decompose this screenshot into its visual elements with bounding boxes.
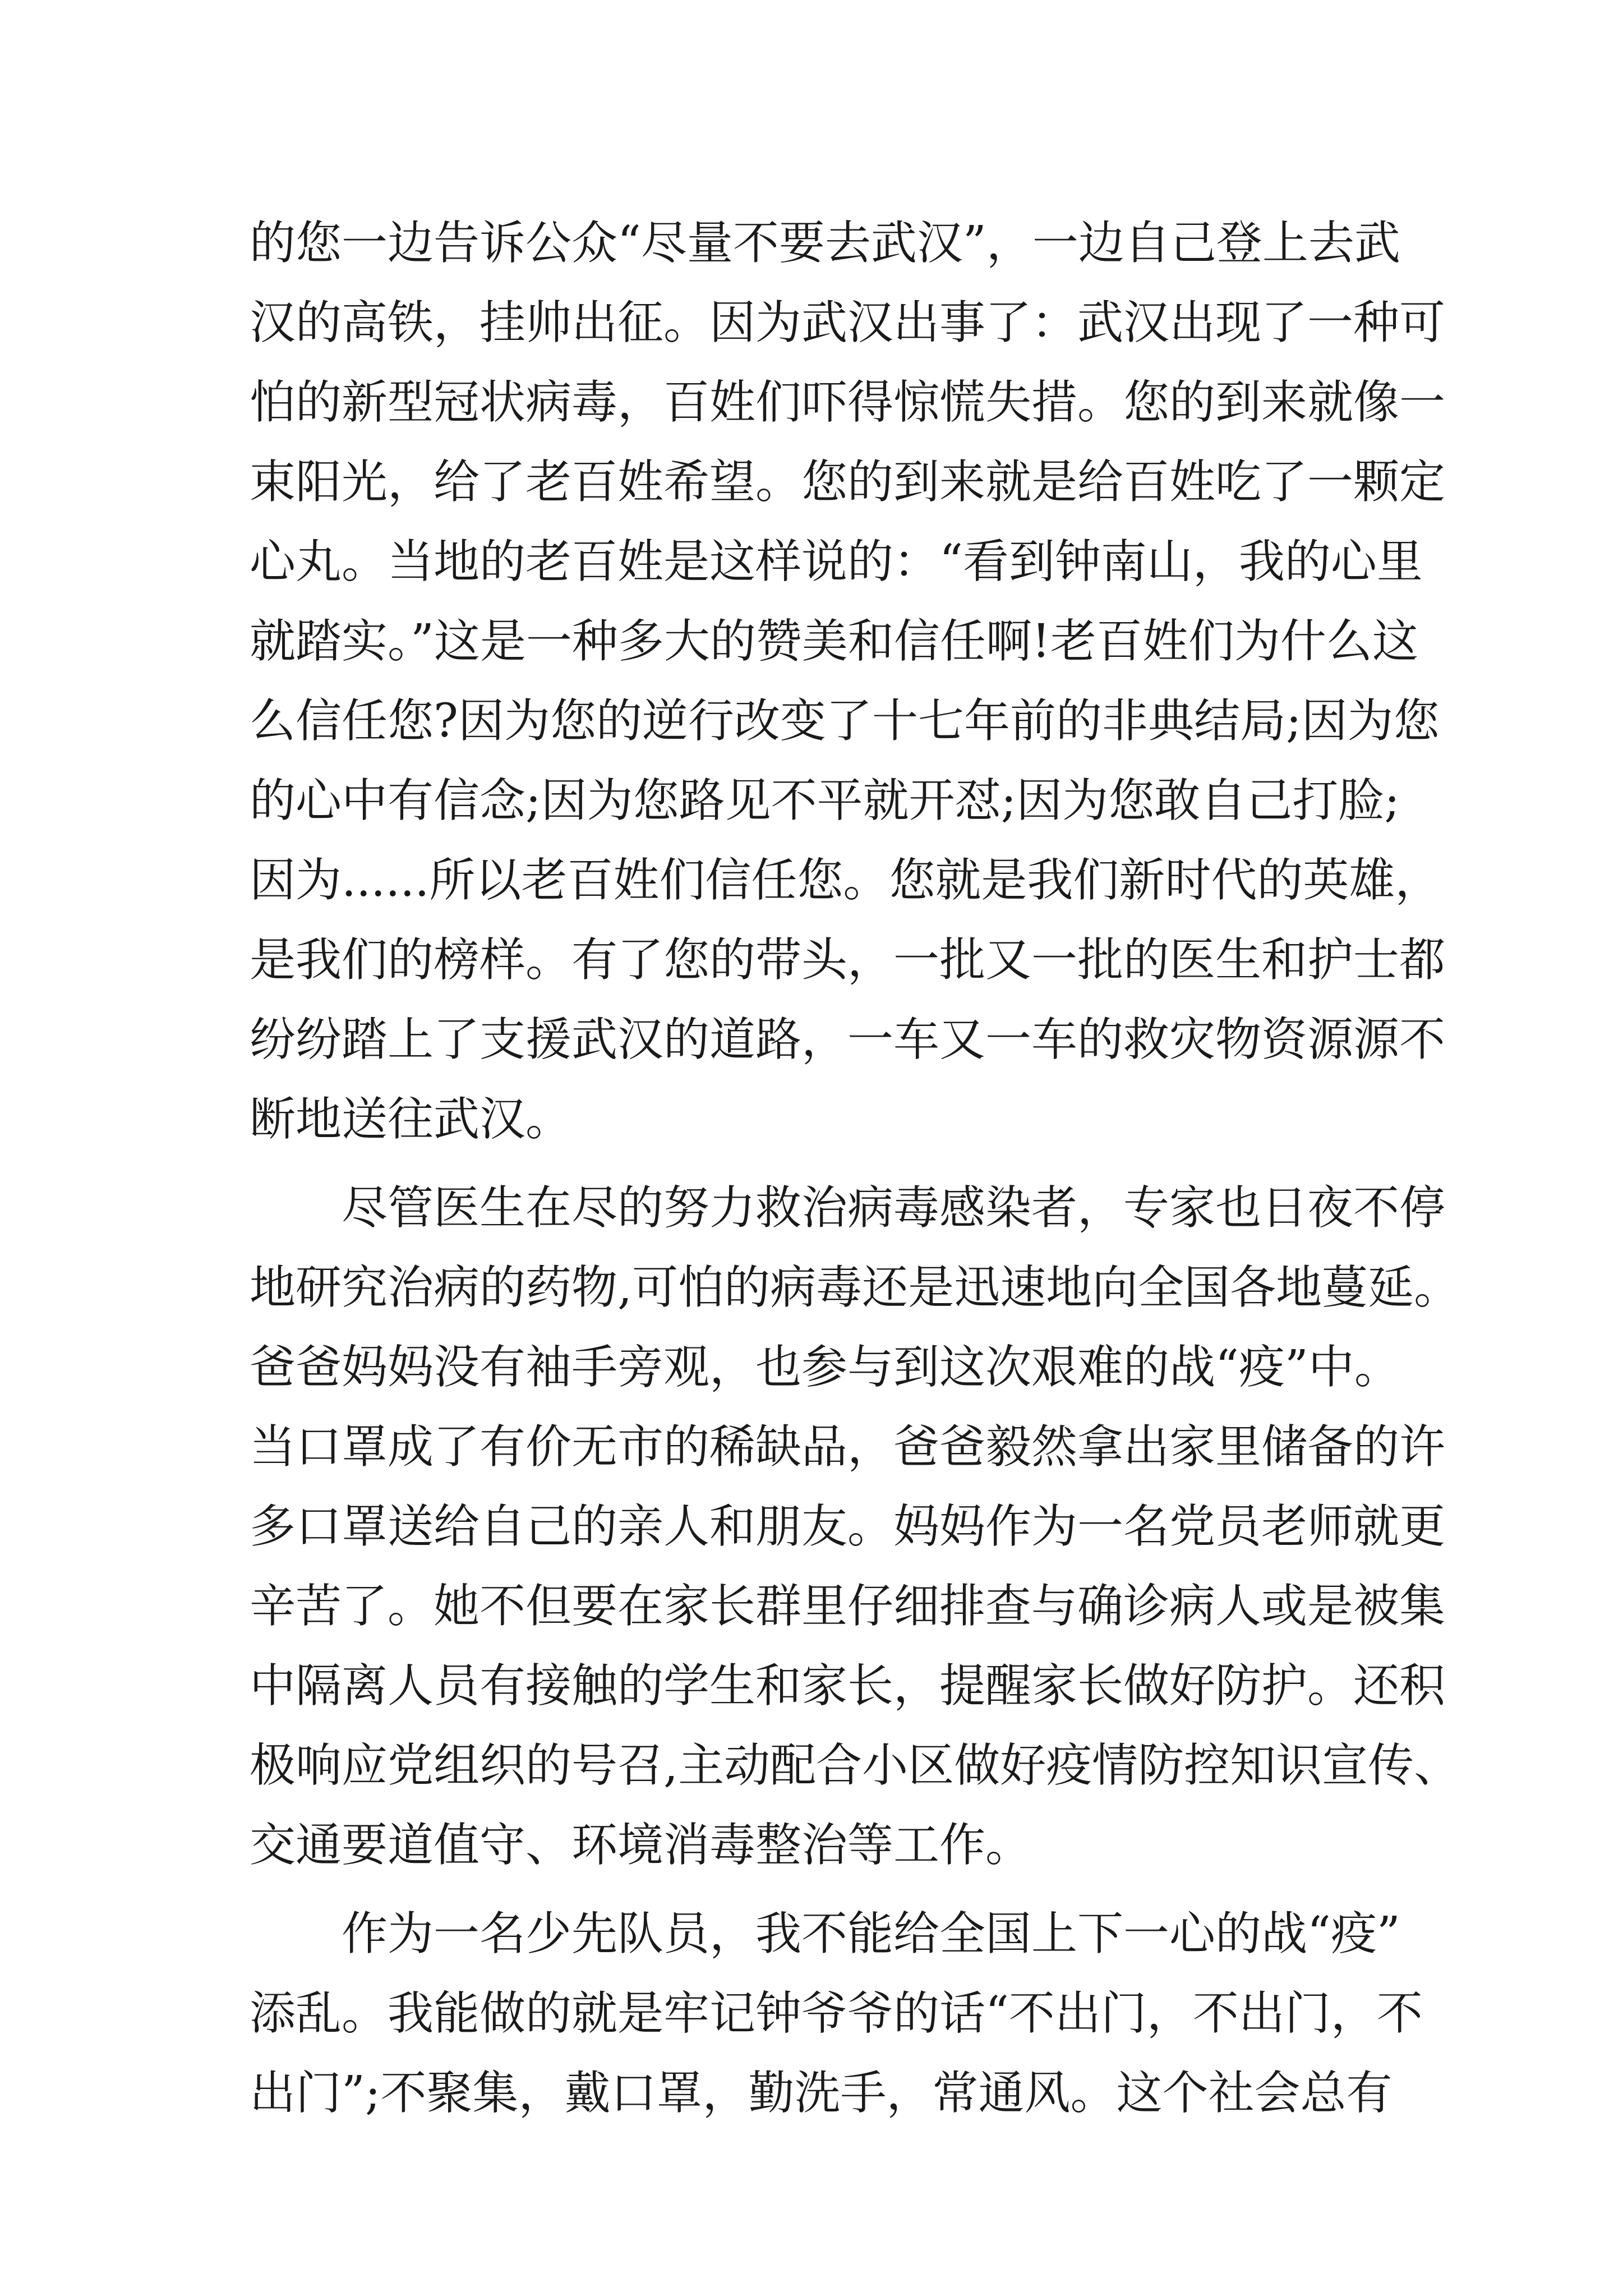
paragraph-line-text: 作为一名少先队员，我不能给全国上下一心的战“疫” — [342, 1907, 1400, 1961]
paragraph-3 — [250, 1894, 1423, 2133]
paragraph-line-text: 尽管医生在尽的努力救治病毒感染者，专家也日夜不停 — [342, 1181, 1446, 1235]
paragraph-line: 地研究治病的药物,可怕的病毒还是迅速地向全国各地蔓延。 — [250, 1261, 1460, 1314]
paragraph-line: 怕的新型冠状病毒，百姓们吓得惊慌失措。您的到来就像一 — [250, 376, 1446, 429]
paragraph-line: 爸爸妈妈没有袖手旁观，也参与到这次艰难的战“疫”中。 — [250, 1341, 1400, 1394]
document-body — [250, 204, 1460, 2133]
paragraph-line: 出门”;不聚集，戴口罩，勤洗手，常通风。这个社会总有 — [250, 2067, 1393, 2120]
paragraph-line: 心丸。当地的老百姓是这样说的：“看到钟南山，我的心里 — [250, 535, 1423, 588]
paragraph-line: 极响应党组织的号召,主动配合小区做好疫情防控知识宣传、 — [250, 1739, 1460, 1792]
paragraph-first-line — [250, 1894, 1400, 1974]
paragraph-spacer — [250, 1159, 1388, 1168]
paragraph-line: 因为......所以老百姓们信任您。您就是我们新时代的英雄， — [250, 854, 1441, 907]
paragraph-line: 当口罩成了有价无市的稀缺品，爸爸毅然拿出家里储备的许 — [250, 1420, 1446, 1474]
paragraph-line: 辛苦了。她不但要在家长群里仔细排查与确诊病人或是被集 — [250, 1580, 1446, 1633]
paragraph-line: 中隔离人员有接触的学生和家长，提醒家长做好防护。还积 — [250, 1659, 1446, 1713]
paragraph-line: 是我们的榜样。有了您的带头，一批又一批的医生和护士都 — [250, 933, 1446, 987]
paragraph-line: 么信任您?因为您的逆行改变了十七年前的非典结局;因为您 — [250, 694, 1440, 748]
paragraph-line: 的心中有信念;因为您路见不平就开怼;因为您敢自己打脸; — [250, 774, 1400, 827]
paragraph-line: 交通要道值守、环境消毒整治等工作。 — [250, 1819, 1032, 1872]
paragraph-line: 束阳光，给了老百姓希望。您的到来就是给百姓吃了一颗定 — [250, 455, 1446, 509]
paragraph-line: 断地送往武汉。 — [250, 1093, 572, 1146]
paragraph-line: 汉的高铁，挂帅出征。因为武汉出事了：武汉出现了一种可 — [250, 296, 1446, 349]
paragraph-line: 就踏实。”这是一种多大的赞美和信任啊!老百姓们为什么这 — [250, 615, 1418, 668]
paragraph-2 — [250, 1168, 1460, 1885]
paragraph-first-line — [250, 1168, 1446, 1248]
paragraph-line: 多口罩送给自己的亲人和朋友。妈妈作为一名党员老师就更 — [250, 1500, 1446, 1553]
paragraph-line: 纷纷踏上了支援武汉的道路，一车又一车的救灾物资源源不 — [250, 1013, 1446, 1066]
paragraph-line: 添乱。我能做的就是牢记钟爷爷的话“不出门，不出门，不 — [250, 1987, 1423, 2040]
paragraph-spacer — [250, 1885, 1388, 1894]
paragraph-line: 的您一边告诉公众“尽量不要去武汉”，一边自己登上去武 — [250, 217, 1400, 270]
paragraph-1 — [250, 204, 1446, 1159]
